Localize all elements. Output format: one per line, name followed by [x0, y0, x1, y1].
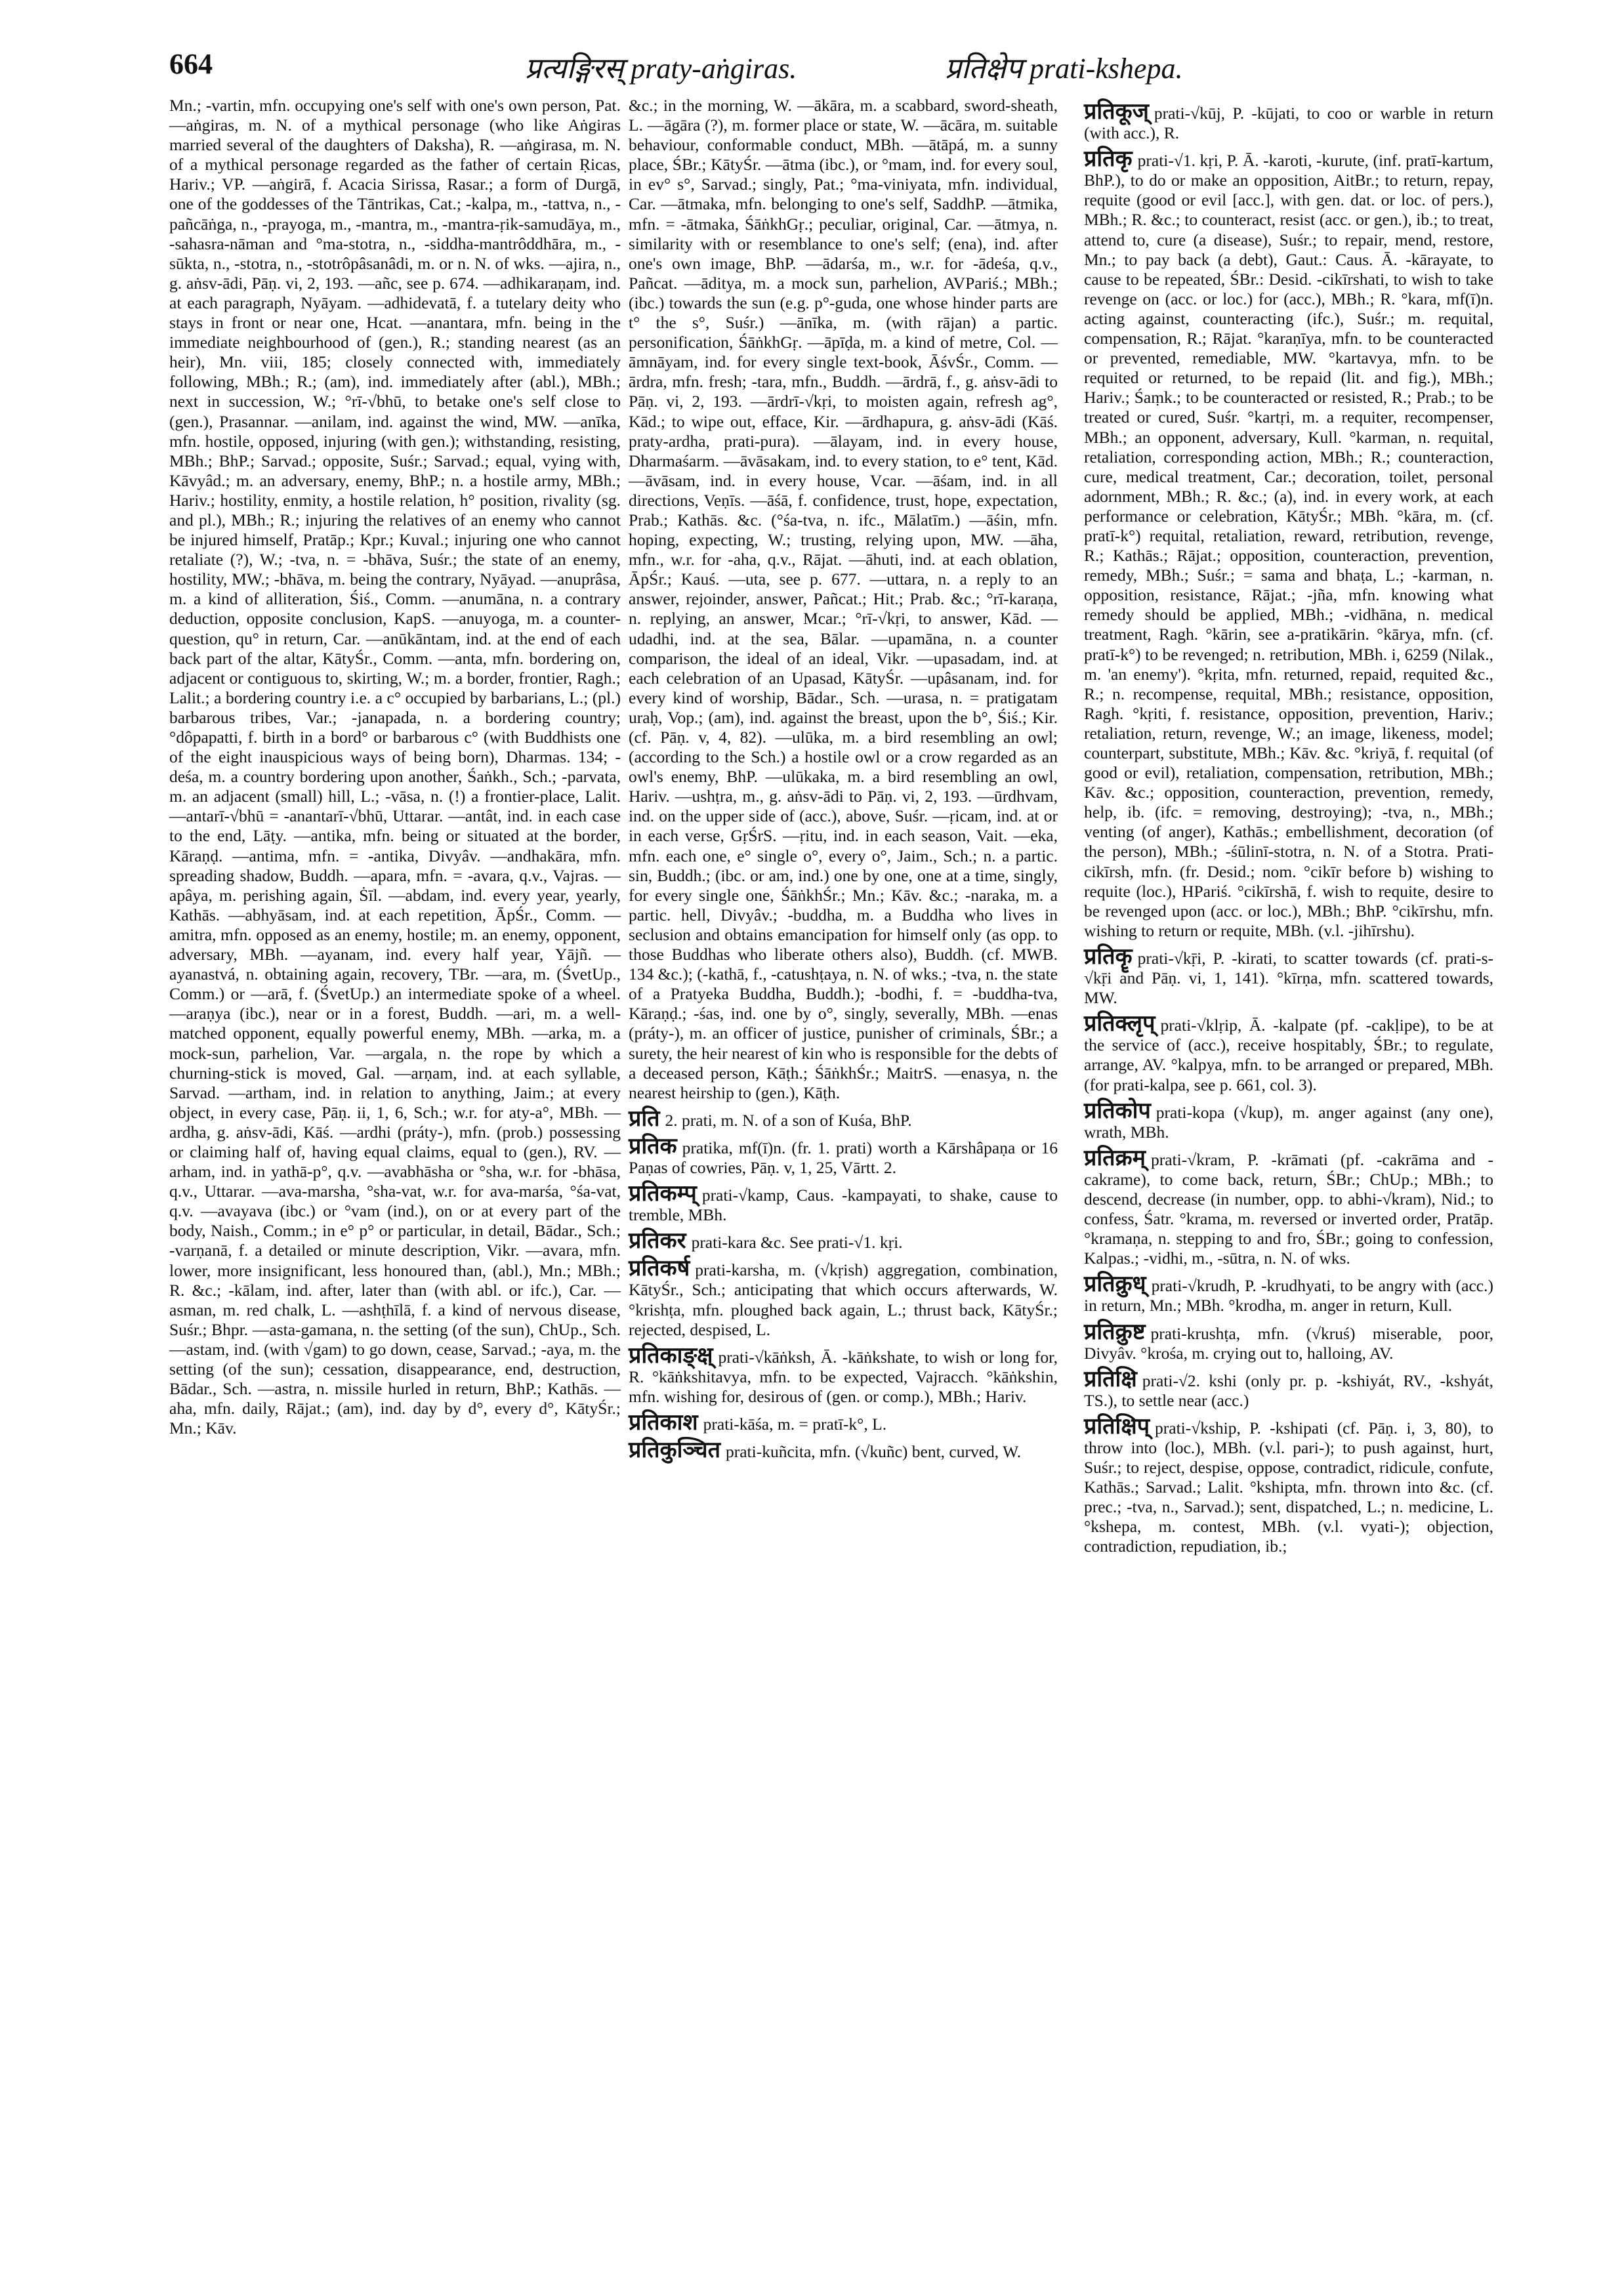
entry-definition: prati-√klṛip, Ā. -kalpate (pf. -cakḷipe), to be at the service of (acc.), receive hospitably, ŚBr.; to regulate, arrange, AV. °kalpya, mfn. to be arranged or prepared, MBh. (for prati-kalpa, see p. 661, col. 3). — [1084, 1016, 1493, 1094]
entry-definition: prati-√kamp, Caus. -kampayati, to shake, cause to tremble, MBh. — [629, 1186, 1058, 1225]
headword-devanagari: प्रतिकर — [629, 1229, 686, 1254]
right-guide-word: प्रतिक्षेप prati-kshepa. — [945, 52, 1183, 85]
dictionary-entry — [1084, 944, 1493, 1008]
column-2 — [629, 96, 1058, 1462]
headword-devanagari: प्रतिकम्प् — [629, 1182, 697, 1207]
entry-definition: prati-kopa (√kup), m. anger against (any one), wrath, MBh. — [1084, 1102, 1493, 1142]
entry-definition: prati-kara &c. See prati-√1. kṛi. — [691, 1233, 903, 1252]
headword-devanagari: प्रतिक्रम् — [1084, 1146, 1146, 1170]
dictionary-entry — [629, 1231, 1058, 1252]
entry-definition: prati-√kūj, P. -kūjati, to coo or warble in return (with acc.), R. — [1084, 104, 1493, 143]
entry-text: &c.; in the morning, W. —ākāra, m. a scabbard, sword-sheath, L. —āgāra (?), m. former place or state, W. —ācāra, m. suitable behaviour, conformable conduct, MBh. —ātāpá, m. a sunny place, ŚBr.; KātyŚr. —ātma (ibc.), or °mam, ind. for every soul, in ev° s°, Sarvad.; singly, Pat.; °ma-viniyata, mfn. individual, Car. —ātmaka, mfn. belonging to one's self, SaddhP. —ātmika, mfn. = -ātmaka, ŚāṅkhGṛ.; peculiar, original, Car. —ātmya, n. similarity with or resemblance to one's self; (ena), ind. after one's own image, BhP. —ādarśa, m., w.r. for -ādeśa, q.v., Pañcat. —āditya, m. a mock sun, parhelion, AVPariś.; MBh.; (ibc.) towards the sun (e.g. p°-guda, one whose hinder parts are t° the s°, Suśr.) —ānīka, m. (with rājan) a partic. personification, ŚāṅkhGṛ. —āpīḍa, m. a kind of metre, Col. —āmnāyam, ind. for every single text-book, ĀśvŚr., Comm. —ārdra, mfn. fresh; -tara, mfn., Buddh. —ārdrā, f., g. aṅsv-ādi to Pāṇ. vi, 2, 193. —ārdrī-√kṛi, to moisten again, refresh ag°, Kād.; to wipe out, efface, Kir. —ārdhapura, g. aṅsv-ādi (Kāś. praty-ardha, prati-pura). —ālayam, ind. in every house, Dharmaśarm. —āvāsakam, ind. to every station, to e° tent, Kād. —āvāsam, ind. in every house, Vcar. —āśam, ind. in all directions, Veṇīs. —āśā, f. confidence, trust, hope, expectation, Prab.; Kathās. &c. (°śa-tva, n. ifc., Mālatīm.) —āśin, mfn. hoping, expecting, W.; trusting, relying upon, MW. —āha, mfn., w.r. for -aha, q.v., Rājat. —āhuti, ind. at each oblation, ĀpŚr.; Kauś. —uta, see p. 677. —uttara, n. a reply to an answer, rejoinder, answer, Pañcat.; Hit.; Prab. &c.; °rī-karaṇa, n. replying, an answer, Mcar.; °rī-√kṛi, to answer, Kād. —udadhi, ind. at the sea, Bālar. —upamāna, n. a counter comparison, the ideal of an ideal, Vikr. —upasadam, ind. at each celebration of an Upasad, KātyŚr. —upâsanam, ind. for every kind of worship, Bādar., Sch. —urasa, n. = pratigatam uraḥ, Vop.; (am), ind. against the breast, upon the b°, Śiś.; Kir. (cf. Pāṇ. v, 4, 82). —ulūka, m. a bird resembling an owl; (according to the Sch.) a hostile owl or a crow regarded as an owl's enemy, BhP. —ulūkaka, m. a bird resembling an owl, Hariv. —ushṭra, m., g. aṅsv-ādi to Pāṇ. vi, 2, 193. —ūrdhvam, ind. on the upper side of (acc.), above, Suśr. —ṛicam, ind. at or in each verse, GṛŚrS. —ṛitu, ind. in each season, Vait. —eka, mfn. each one, e° single o°, every o°, Jaim., Sch.; n. a partic. sin, Buddh.; (ibc. or am, ind.) one by one, one at a time, singly, for every single one, ŚāṅkhŚr.; Mn.; Kāv. &c.; -naraka, m. a partic. hell, Divyâv.; -buddha, m. a Buddha who lives in seclusion and obtains emancipation for himself only (as opp. to those Buddhas who liberate others also), Buddh. (cf. MWB. 134 &c.); (-kathā, f., -catushṭaya, n. N. of wks.; -tva, n. the state of a Pratyeka Buddha, Buddh.); -bodhi, f. = -buddha-tva, Kāraṇḍ.; -śas, ind. one by o°, singly, severally, MBh. —enas (práty-), m. an officer of justice, punisher of criminals, ŚBr.; a surety, the heir nearest of kin who is responsible for the debts of a deceased person, Kāṭh.; ŚāṅkhŚr.; MaitrS. —enasya, n. the nearest heirship to (gen.), Kāṭh. — [629, 96, 1058, 1102]
entry-definition: prati-√krudh, P. -krudhyati, to be angry with (acc.) in return, Mn.; MBh. °krodha, m. anger in return, Kull. — [1084, 1276, 1493, 1315]
headword-devanagari: प्रतिकूज् — [1084, 100, 1149, 124]
entry-definition: 2. prati, m. N. of a son of Kuśa, BhP. — [665, 1110, 912, 1130]
dictionary-entry — [1084, 1367, 1493, 1411]
headword-devanagari: प्रतिक — [629, 1134, 677, 1159]
headword-devanagari: प्रतिक्लृप् — [1084, 1012, 1156, 1037]
dictionary-entry — [1084, 1098, 1493, 1142]
entry-definition: pratika, mf(ī)n. (fr. 1. prati) worth a Kārshâpaṇa or 16 Paṇas of cowries, Pāṇ. v, 1, 25, Vārtt. 2. — [629, 1138, 1058, 1177]
dictionary-entry — [1084, 147, 1493, 941]
entry-definition: prati-√kāṅksh, Ā. -kāṅkshate, to wish or long for, R. °kāṅkshitavya, mfn. to be expected, Vajracch. °kāṅkshin, mfn. wishing for, desirous of (gen. or comp.), MBh.; Hariv. — [629, 1347, 1058, 1406]
headword-devanagari: प्रतिकॄ — [1084, 944, 1133, 969]
headword-devanagari: प्रतिकृ — [1084, 147, 1133, 172]
headword-devanagari: प्रतिकुञ्चित — [629, 1438, 720, 1463]
headword-devanagari: प्रतिकाङ्क्ष् — [629, 1343, 713, 1368]
dictionary-entry — [629, 1134, 1058, 1178]
dictionary-entry — [629, 1184, 1058, 1225]
headword-devanagari: प्रतिकोप — [1084, 1098, 1151, 1123]
entry-definition: prati-√kship, P. -kshipati (cf. Pāṇ. i, 3, 80), to throw into (loc.), MBh. (v.l. pari-); to push against, hurt, Suśr.; to reject, despise, oppose, contradict, ridicule, confute, Kathās.; Sarvad.; Lalit. °kshipta, mfn. thrown into &c. (cf. prec.; -tva, n., Sarvad.); sent, dispatched, L.; n. medicine, L. °kshepa, m. contest, MBh. (v.l. vyati-); objection, contradiction, repudiation, ib.; — [1084, 1418, 1493, 1556]
dictionary-entry — [629, 1256, 1058, 1339]
entry-definition: prati-kuñcita, mfn. (√kuñc) bent, curved, W. — [725, 1442, 1022, 1462]
page-number: 664 — [169, 48, 213, 80]
column-3 — [1084, 96, 1493, 1557]
dictionary-entry — [1084, 1414, 1493, 1557]
entry-list — [1084, 102, 1493, 1557]
dictionary-entry — [629, 1413, 1058, 1434]
dictionary-entry — [629, 1106, 1058, 1131]
dictionary-entry — [1084, 102, 1493, 143]
dictionary-entry — [1084, 1272, 1493, 1315]
headword-devanagari: प्रति — [629, 1106, 660, 1131]
dictionary-entry — [1084, 1146, 1493, 1269]
entry-definition: prati-√kṝi, P. -kirati, to scatter towards (cf. prati-s-√kṝi and Pāṇ. vi, 1, 141). °kīrṇa, mfn. scattered towards, MW. — [1084, 948, 1493, 1008]
entry-text: Mn.; -vartin, mfn. occupying one's self with one's own person, Pat. —aṅgiras, m. N. of a mythical personage (who like Aṅgiras married several of the daughters of Daksha), R. —aṅgirasa, m. N. of a mythical personage regarded as the father of certain Ṛicas, Hariv.; VP. —aṅgirā, f. Acacia Sirissa, Rasar.; a form of Durgā, one of the goddesses of the Tāntrikas, Cat.; -kalpa, m., -tattva, n., -pañcāṅga, n., -prayoga, m., -mantra, m., -mantra-ṛik-samudāya, m., -sahasra-nāman and °ma-stotra, n., -siddha-mantrôddhāra, m., -sūkta, n., -stotra, n., -stotrôpâsanâdi, m. or n. N. of wks. —ajira, n., g. aṅsv-ādi, Pāṇ. vi, 2, 193. —añc, see p. 674. —adhikaraṇam, ind. at each paragraph, Nyāyam. —adhidevatā, f. a tutelary deity who stays in front or near one, Hcat. —anantara, mfn. being in the immediate neighbourhood of (gen.), R.; standing nearest (as an heir), Mn. viii, 185; closely connected with, immediately following, MBh.; R.; (am), ind. immediately after (abl.), MBh.; next in succession, W.; °rī-√bhū, to betake one's self close to (gen.), Prasannar. —anilam, ind. against the wind, MW. —anīka, mfn. hostile, opposed, injuring (with gen.); withstanding, resisting, MBh.; BhP.; Sarvad.; opposite, Suśr.; Sarvad.; equal, vying with, Kāvyâd.; m. an adversary, enemy, BhP.; n. a hostile army, MBh.; Hariv.; hostility, enmity, a hostile relation, h° position, rivality (sg. and pl.), MBh.; R.; injuring the relatives of an enemy who cannot be injured himself, Pratāp.; Kpr.; Kuval.; injuring one who cannot retaliate (?), W.; -tva, n. = -bhāva, Suśr.; the state of an enemy, hostility, MW.; -bhāva, m. being the contrary, Nyāyad. —anuprâsa, m. a kind of alliteration, Śiś., Comm. —anumāna, n. a contrary deduction, opposite conclusion, KapS. —anuyoga, m. a counter-question, qu° in return, Car. —anūkāntam, ind. at the end of each back part of the altar, KātyŚr., Comm. —anta, mfn. bordering on, adjacent or contiguous to, skirting, W.; m. a border, frontier, Ragh.; Lalit.; a bordering country i.e. a c° occupied by barbarians, L.; (pl.) barbarous tribes, Var.; -janapada, n. a bordering country; °dôpapatti, f. birth in a bord° or barbarous c° (with Buddhists one of the eight inauspicious ways of being born), Dharmas. 134; -deśa, m. a country bordering upon another, Śaṅkh., Sch.; -parvata, m. an adjacent (small) hill, L.; -vāsa, n. (!) a frontier-place, Lalit. —antarī-√bhū = -anantarī-√bhū, Uttarar. —antât, ind. in each case to the end, Lāṭy. —antika, mfn. being or situated at the border, Kāraṇḍ. —antima, mfn. = -antika, Divyâv. —andhakāra, mfn. spreading shadow, Buddh. —apara, mfn. = -avara, q.v., Vajras. —apâya, m. perishing again, Ṡīl. —abdam, ind. every year, yearly, Kathās. —abhyāsam, ind. at each repetition, ĀpŚr., Comm. —amitra, mfn. opposed as an enemy, hostile; m. an enemy, opponent, adversary, MBh. —ayanam, ind. every half year, Yājñ. —ayanastvá, n. obtaining again, recovery, TBr. —ara, m. (ŚvetUp., Comm.) or —arā, f. (ŚvetUp.) an intermediate spoke of a wheel. —araṇya (ibc.), near or in a forest, Buddh. —ari, m. a well-matched opponent, equally powerful enemy, MBh. —arka, m. a mock-sun, parhelion, Var. —argala, n. the rope by which a churning-stick is moved, Gal. —arṇam, ind. at each syllable, Sarvad. —artham, ind. in relation to anything, Jaim.; at every object, in every case, Pāṇ. ii, 1, 6, Sch.; w.r. for aty-a°, MBh. —ardha, g. aṅsv-ādi, Kāś. —ardhi (práty-), mfn. (prob.) possessing or claiming half of, having equal claims, equal to (gen.), RV. —arham, ind. in yathā-p°, q.v. —avabhāsha or °sha, w.r. for -bhāsa, q.v., Uttarar. —ava-marsha, °sha-vat, w.r. for ava-marśa, °śa-vat, q.v. —avayava (ibc.) or °vam (ind.), on or at every part of the body, Naish., Comm.; in e° p° or particular, in detail, Bādar., Sch.; -varṇanā, f. a detailed or minute description, Vikr. —avara, mfn. lower, more insignificant, less honoured than, (abl.), Mn.; MBh.; R. &c.; -kālam, ind. after, later than (with abl. or ifc.), Car. —asman, m. red chalk, L. —ashṭhīlā, f. a kind of nervous disease, Suśr.; Bhpr. —asta-gamana, n. the setting (of the sun), ChUp., Sch. —astam, ind. (with √gam) to go down, cease, Sarvad.; -aya, m. the setting (of the sun); cessation, disappearance, end, destruction, Bādar., Sch. —astra, n. missile hurled in return, BhP.; Kathās. —aha, mfn. daily, Rājat.; (am), ind. day by d°, every d°, KātyŚr.; Mn.; Kāv. — [169, 96, 621, 1438]
left-guide-word: प्रत्यङ्गिरस् praty-aṅgiras. — [525, 52, 797, 85]
dictionary-entry — [629, 1343, 1058, 1407]
entry-definition: prati-√1. kṛi, P. Ā. -karoti, -kurute, (inf. pratī-kartum, BhP.), to do or make an opposition, AitBr.; to return, repay, requite (good or evil [acc.], with gen. dat. or loc. of pers.), MBh.; R. &c.; to counteract, resist (acc. or gen.), ib.; to treat, attend to, cure (a disease), Suśr.; to repair, mend, restore, Mn.; to pay back (a debt), Gaut.: Caus. Ā. -kārayate, to cause to be repeated, ŚBr.: Desid. -cikīrshati, to wish to take revenge on (acc. or loc.) for (acc.), MBh.; R. °kara, mf(ī)n. acting against, counteracting (ifc.), Suśr.; m. requital, compensation, R.; Rājat. °karaṇīya, mfn. to be counteracted or prevented, remediable, MW. °kartavya, mfn. to be requited or returned, to be repaid (lit. and fig.), MBh.; Hariv.; Śaṃk.; to be counteracted or resisted, R.; Prab.; to be treated or cured, Suśr. °kartṛi, m. a requiter, recompenser, MBh.; an opponent, adversary, Kull. °karman, n. requital, retaliation, corresponding action, MBh.; R.; counteraction, cure, medical treatment, Car.; decoration, toilet, personal adornment, MBh.; R. &c.; (a), ind. in every work, at each performance or celebration, KātyŚr.; MBh. °kāra, m. (cf. pratī-k°) requital, retaliation, reward, retribution, revenge, R.; Kathās.; Rājat.; opposition, counteraction, prevention, remedy, MBh.; Suśr.; = sama and bhaṭa, L.; -karman, n. opposition, resistance, Rājat.; -jña, mfn. knowing what remedy should be applied, MBh.; -vidhāna, n. medical treatment, Ragh. °kārin, see a-pratikārin. °kārya, mfn. (cf. pratī-k°) to be revenged; n. retribution, MBh. i, 6259 (Nilak., m. 'an enemy'). °kṛita, mfn. returned, repaid, requited &c., R.; n. recompense, requital, MBh.; resistance, opposition, Ragh. °kṛiti, f. resistance, opposition, prevention, Hariv.; retaliation, return, revenge, W.; an image, likeness, model; counterpart, substitute, MBh.; Kāv. &c. °kriyā, f. requital (of good or evil), retaliation, compensation, retribution, MBh.; Kāv. &c.; opposition, counteraction, prevention, remedy, help, ib. (ifc. = removing, destroying); -tva, n., MBh.; venting (of anger), Kathās.; embellishment, decoration (of the person), MBh.; -śūlinī-stotra, n. N. of a Stotra. Prati-cikīrsh, mfn. (fr. Desid.; nom. °cikīr before b) wishing to requite (loc.), HPariś. °cikīrshā, f. wish to requite, desire to be revenged upon (acc. or loc.), MBh.; BhP. °cikīrshu, mfn. wishing to return or requite, MBh. (v.l. -jihīrshu). — [1084, 151, 1493, 940]
entry-definition: prati-√kram, P. -krāmati (pf. -cakrāma and -cakrame), to come back, return, ŚBr.; ChUp.; MBh.; to descend, decrease (in number, opp. to abhi-√kram), Nid.; to confess, Śatr. °krama, m. reversed or inverted order, Pratāp. °kramaṇa, n. stepping to and fro, ŚBr.; going to confession, Kalpas.; -vidhi, m., -sūtra, n. N. of wks. — [1084, 1149, 1493, 1268]
dictionary-entry — [1084, 1319, 1493, 1363]
headword-devanagari: प्रतिकर्ष — [629, 1256, 690, 1281]
entry-definition: prati-krushṭa, mfn. (√kruś) miserable, poor, Divyâv. °krośa, m. crying out to, halloing, AV. — [1084, 1323, 1493, 1363]
entry-definition: prati-karsha, m. (√kṛish) aggregation, combination, KātyŚr., Sch.; anticipating that which occurs afterwards, W. °krishṭa, mfn. ploughed back again, L.; thrust back, KātyŚr.; rejected, despised, L. — [629, 1260, 1058, 1339]
headword-devanagari: प्रतिक्षि — [1084, 1367, 1137, 1392]
entry-definition: prati-kāśa, m. = pratī-k°, L. — [703, 1415, 887, 1434]
column-1 — [169, 96, 621, 1438]
headword-devanagari: प्रतिक्षिप् — [1084, 1414, 1150, 1439]
headword-devanagari: प्रतिक्रुध् — [1084, 1272, 1146, 1297]
dictionary-entry — [1084, 1014, 1493, 1094]
entry-list — [629, 1106, 1058, 1463]
entry-definition: prati-√2. kshi (only pr. p. -kshiyát, RV., -kshyát, TS.), to settle near (acc.) — [1084, 1371, 1493, 1410]
headword-devanagari: प्रतिक्रुष्ट — [1084, 1319, 1146, 1344]
dictionary-entry — [629, 1438, 1058, 1463]
headword-devanagari: प्रतिकाश — [629, 1411, 698, 1435]
